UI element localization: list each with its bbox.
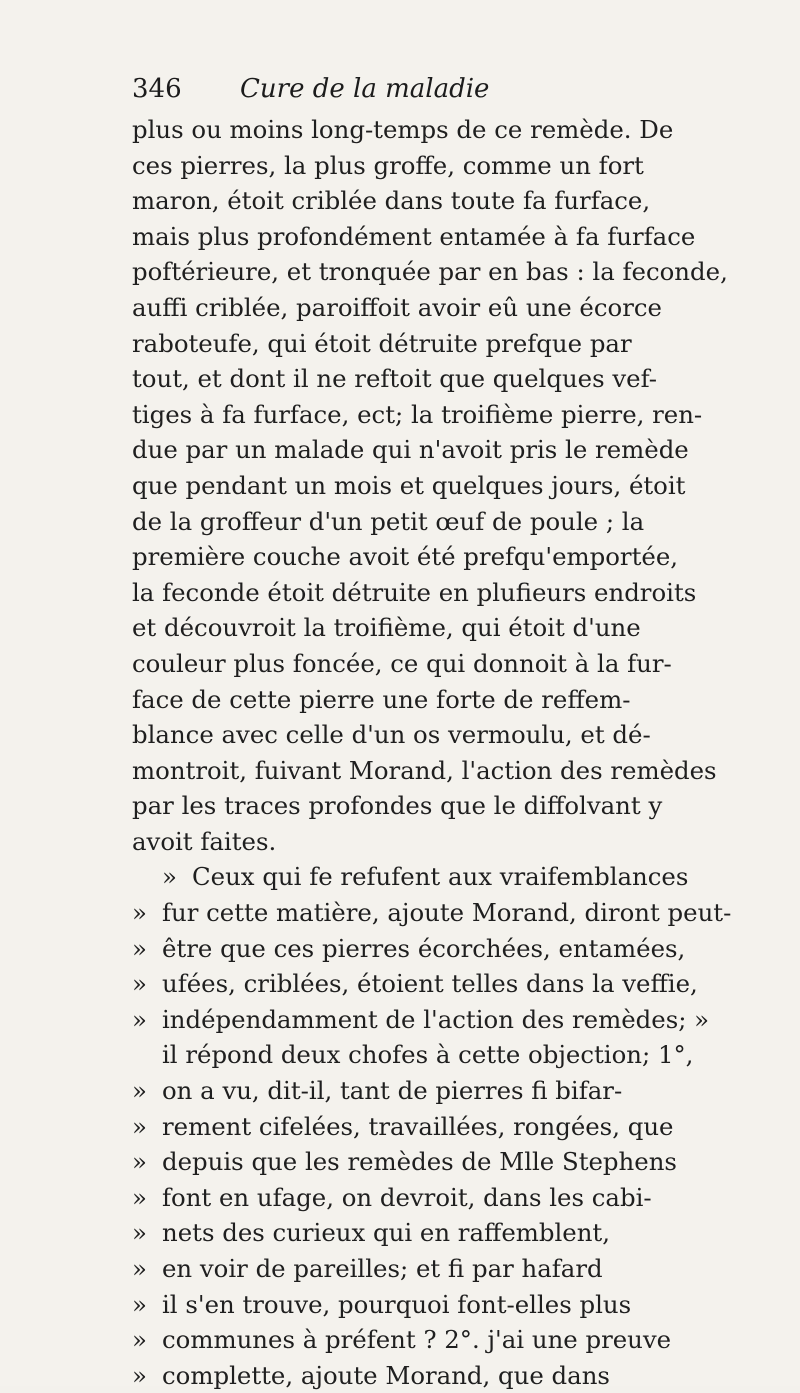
quoted-text: communes à préfent ? 2°. j'ai une preuve [162,1325,672,1355]
quoted-text: nets des curieux qui en raffemblent, [162,1218,610,1248]
text-line: face de cette pierre une forte de reffem- [132,684,631,714]
quoted-line [132,1073,752,1109]
quoted-line [132,1037,752,1073]
text-line: montroit, fuivant Morand, l'action des remèdes [132,755,717,785]
quote-mark: » [132,1182,147,1212]
running-title: Cure de la maladie [240,74,490,104]
quote-mark: » [132,1004,147,1034]
quoted-text: font en ufage, on devroit, dans les cabi- [162,1182,652,1212]
quoted-text: il s'en trouve, pourquoi font-elles plus [162,1289,632,1319]
text-line: poftérieure, et tronquée par en bas : la feconde, [132,257,728,287]
quoted-text: Ceux qui fe refufent aux vraifemblances [192,862,689,892]
quoted-text: en voir de pareilles; et fi par hafard [162,1254,603,1283]
quote-mark: » [132,1254,147,1283]
quoted-text: être que ces pierres écorchées, entamées, [162,933,686,963]
quoted-line [132,966,752,1002]
paragraph-1 [132,112,752,859]
text-line: blance avec celle d'un os vermoulu, et dé- [132,720,651,750]
text-line: de la groffeur d'un petit œuf de poule ; la [132,506,645,536]
quoted-line [132,1109,752,1145]
text-line: tiges à fa furface, ect; la troifième pierre, ren- [132,399,703,429]
quoted-line [132,895,752,931]
text-line: raboteufe, qui étoit détruite prefque par [132,328,632,358]
text-line: que pendant un mois et quelques jours, étoit [132,470,686,500]
text-line: couleur plus foncée, ce qui donnoit à la fur- [132,648,672,678]
quoted-line [132,1180,752,1216]
text-line: maron, étoit criblée dans toute fa furface, [132,186,651,216]
quote-mark: » [132,969,147,999]
quoted-text: fur cette matière, ajoute Morand, diront peut- [162,898,732,928]
text-line: par les traces profondes que le diffolvant y [132,791,663,821]
quoted-line [132,1144,752,1180]
quoted-line [132,1002,752,1038]
text-line: première couche avoit été prefqu'emportée, [132,542,679,572]
body-text [132,112,752,1393]
quoted-line [132,1251,752,1287]
quoted-text: ufées, criblées, étoient telles dans la veffie, [162,969,698,999]
quoted-text: complette, ajoute Morand, que dans [162,1360,610,1390]
text-line: la feconde étoit détruite en plufieurs endroits [132,577,697,607]
quote-mark: » [132,1076,147,1106]
text-line: plus ou moins long-temps de ce remède. De [132,115,674,144]
quoted-text: il répond deux chofes à cette objection; 1°, [162,1040,694,1070]
quoted-text: rement cifelées, travaillées, rongées, que [162,1111,674,1141]
quoted-line [132,1287,752,1323]
text-line: ces pierres, la plus groffe, comme un fort [132,150,644,180]
quoted-line [132,1215,752,1251]
quote-mark: » [132,1289,147,1319]
page-number: 346 [132,74,182,104]
quoted-line [132,1322,752,1358]
text-line: mais plus profondément entamée à fa furface [132,221,696,251]
page-header [132,70,752,110]
paragraph-2 [132,859,752,1393]
quoted-text: indépendamment de l'action des remèdes; » [162,1004,710,1034]
quoted-text: on a vu, dit-il, tant de pierres fi bifar- [162,1076,623,1106]
quote-mark: » [132,898,147,928]
text-line: tout, et dont il ne reftoit que quelques vef- [132,364,657,394]
quoted-text: depuis que les remèdes de Mlle Stephens [162,1147,677,1177]
quote-mark: » [162,862,177,892]
quoted-line [132,859,752,895]
text-line: due par un malade qui n'avoit pris le remède [132,435,689,465]
quote-mark: » [132,1111,147,1141]
quoted-line [132,1358,752,1393]
text-line: avoit faites. [132,826,277,856]
quoted-line [132,931,752,967]
text-line: auffi criblée, paroiffoit avoir eû une écorce [132,292,662,322]
quote-mark: » [132,933,147,963]
text-line: et découvroit la troifième, qui étoit d'une [132,613,641,643]
quote-mark: » [132,1360,147,1390]
quote-mark: » [132,1218,147,1248]
quote-mark: » [132,1147,147,1177]
quote-mark: » [132,1325,147,1355]
